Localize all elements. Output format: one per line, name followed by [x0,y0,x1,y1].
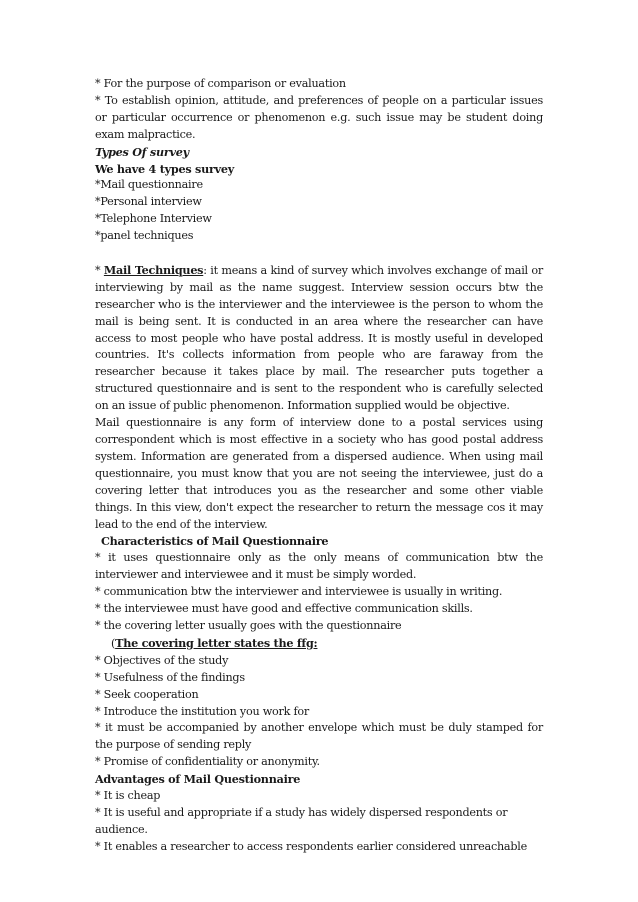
types-of-survey-heading: Types Of survey [95,144,189,159]
characteristic-item-4: * the covering letter usually goes with the questionnaire [95,618,402,632]
survey-type-panel: *panel techniques [95,229,194,243]
characteristic-item-3: * the interviewee must have good and effective communication skills. [95,602,473,616]
survey-type-personal: *Personal interview [95,195,202,209]
covering-item-1: * Objectives of the study [95,653,229,667]
characteristic-item-1: * it uses questionnaire only as the only means of communication btw the interviewer and interviewee and it must be simply worded. [95,551,543,582]
survey-type-telephone: *Telephone Interview [95,212,212,226]
covering-item-6: * Promise of confidentiality or anonymity. [95,755,320,769]
purpose-opinion-paragraph: * To establish opinion, attitude, and preferences of people on a particular issues or particular occurrence or phenomenon e.g. such issue may be student doing exam malpractice. [95,93,543,141]
mail-techniques-term: Mail Techniques [103,262,204,277]
characteristic-item-2: * communication btw the interviewer and interviewee is usually in writing. [95,585,503,599]
covering-letter-heading: The covering letter states the ffg: [115,635,318,650]
purpose-evaluation-line: * For the purpose of comparison or evaluation [95,77,346,90]
characteristics-heading: Characteristics of Mail Questionnaire [101,534,329,549]
covering-item-5: * it must be accompanied by another envelope which must be duly stamped for the purpose of sending reply [95,721,543,752]
mail-techniques-body: : it means a kind of survey which involves exchange of mail or interviewing by mail as the name suggest. Interview session occurs btw the researcher who is the interviewer and the interviewee is the person to whom the mail is being sent. It is conducted in an area where the researcher can have access to most people who have postal address. It is mostly useful in developed countries. It's collects information from people who are faraway from the researcher because it takes place by mail. The researcher puts together a structured questionnaire and is sent to the respondent who is carefully selected on an issue of public phenomenon. Information supplied would be objective. [95,263,543,413]
mail-techniques-paragraph [95,262,543,415]
document-page [95,76,543,856]
covering-item-3: * Seek cooperation [95,687,199,701]
four-types-line: We have 4 types survey [95,161,234,176]
advantage-item-2: * It is useful and appropriate if a study has widely dispersed respondents or audience. [95,805,508,836]
blank-line [95,245,543,262]
mail-questionnaire-paragraph: Mail questionnaire is any form of interview done to a postal services using correspondent which is most effective in a society who has good postal address system. Information are generated from a dispersed audience. When using mail questionnaire, you must know that you are not seeing the interviewee, just do a covering letter that introduces you as the researcher and some other viable things. In this view, don't expect the researcher to return the message cos it may lead to the end of the interview. [95,416,543,531]
covering-item-4: * Introduce the institution you work for [95,704,309,718]
covering-item-2: * Usefulness of the findings [95,670,245,684]
advantages-heading: Advantages of Mail Questionnaire [95,772,301,787]
covering-letter-paren: ( [111,636,116,650]
advantage-item-1: * It is cheap [95,789,161,803]
advantage-item-3: * It enables a researcher to access respondents earlier considered unreachable [95,839,527,853]
survey-type-mail: *Mail questionnaire [95,178,203,192]
covering-letter-heading-line [95,635,543,653]
mail-techniques-bullet: * [95,263,104,277]
